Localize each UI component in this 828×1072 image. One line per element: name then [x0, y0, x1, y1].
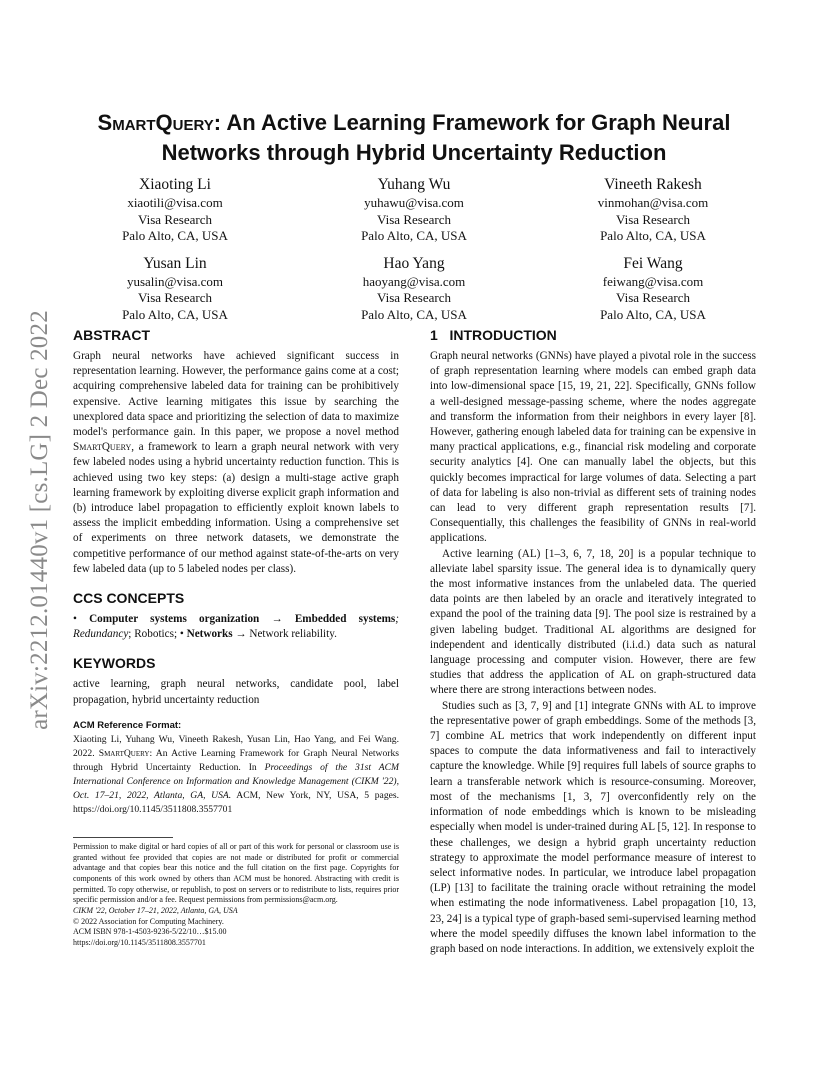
- ccs-arrow: →: [232, 628, 250, 641]
- keywords-section: [73, 654, 399, 707]
- ccs-arrow: →: [259, 613, 295, 626]
- ccs-term: Network reliability.: [249, 628, 337, 641]
- keywords-heading: KEYWORDS: [73, 655, 156, 672]
- permission-notice: Permission to make digital or hard copies of all or part of this work for personal or classroom use is granted without fee provided that copies are not made or distributed for profit or commercial advantage and that copies bear this notice and the full citation on the first page. Copyrights for components of this work owned by others than ACM must be honored. Abstracting with credit is permitted. To copy otherwise, or republish, to post on servers or to redistribute to lists, requires prior specific permission and/or a fee. Request permissions from permissions@acm.org.: [73, 841, 399, 905]
- isbn-line: ACM ISBN 978-1-4503-9236-5/22/10…$15.00: [73, 927, 227, 937]
- intro-paragraph: Graph neural networks (GNNs) have played a pivotal role in the success of graph representation learning where models can embed graph data into low-dimensional space [15, 19, 21, 22]. Specifically, GNNs follow a well-designed message-passing scheme, where the nodes aggregate and transform the information from their neighbors in every layer [8]. However, gathering enough labeled data for training can be expensive in many practical applications, e.g., financial risk modeling and corporate security analytics [4]. One can manually label the objects, but this quickly becomes impractical for large volumes of data. Selecting a part of data for labeling is also non-trivial as different sets of training nodes can lead to very different graph representation results [7]. Consequentially, this challenges the feasibility of GNNs in real-world applications.: [430, 350, 756, 545]
- ccs-heading: CCS CONCEPTS: [73, 590, 185, 607]
- author-name: Vineeth Rakesh: [604, 176, 702, 193]
- ccs-text: [73, 612, 399, 642]
- author-card: [548, 254, 758, 324]
- author-card: [70, 254, 280, 324]
- author-email: yuhawu@visa.com: [364, 195, 464, 210]
- keywords-text: active learning, graph neural networks, candidate pool, label propagation, hybrid uncertainty reduction: [73, 678, 399, 706]
- footnote-rule: [73, 837, 173, 838]
- introduction-heading: 1 INTRODUCTION: [430, 327, 557, 343]
- author-block: [70, 175, 758, 332]
- author-org: Visa Research: [377, 290, 451, 305]
- right-column: [430, 326, 756, 957]
- author-org: Visa Research: [138, 290, 212, 305]
- abstract-heading: ABSTRACT: [73, 327, 150, 343]
- paper-title: [70, 108, 758, 168]
- title-system-name: SmartQuery: [97, 110, 214, 135]
- author-card: [309, 254, 519, 324]
- author-location: Palo Alto, CA, USA: [600, 228, 706, 243]
- author-row: [70, 254, 758, 324]
- abstract-section: [73, 326, 399, 577]
- ccs-section: [73, 589, 399, 642]
- ref-system-name: SmartQuery: [98, 747, 150, 759]
- ccs-term: Networks: [186, 628, 233, 641]
- author-name: Xiaoting Li: [139, 176, 211, 193]
- abstract-text: [73, 349, 399, 577]
- ccs-bullet: •: [73, 613, 90, 626]
- author-name: Yuhang Wu: [377, 176, 451, 193]
- author-name: Hao Yang: [383, 254, 445, 272]
- author-name: Yusan Lin: [143, 254, 207, 272]
- author-location: Palo Alto, CA, USA: [361, 306, 467, 322]
- arxiv-identifier: arXiv:2212.01440v1 [cs.LG] 2 Dec 2022: [26, 310, 53, 730]
- intro-paragraph: Studies such as [3, 7, 9] and [1] integrate GNNs with AL to improve the representative power of graph embeddings. Some of the methods [3, 7] combine AL metrics that work independently on different input spaces to compute the data informativeness and fail to interactively capture the knowledge. While [9] requires full labels of source graphs to learn a transferable network which is resource-consuming. Moreover, most of the mechanisms [1, 3, 7] overconfidently rely on the information of node embeddings which is known to be misleading especially when model is under-trained during AL [5, 12]. In response to these challenges, we design a hybrid graph uncertainty reduction strategy to approximate the model performance measure of interest to select informative nodes. In particular, we introduce label propagation (LP) [13] to facilitate the training oracle without retraining the model when estimating the node informativeness. Label propagation [10, 13, 23, 24] is a typical type of graph-based semi-supervised learning method where the model speedily diffuses the known label information to the graph based on node interactions. In addition, we extensively exploit the: [430, 699, 756, 955]
- author-name: Fei Wang: [623, 254, 683, 272]
- ccs-term: ; Robotics;: [128, 628, 180, 641]
- ref-authors: Xiaoting Li, Yuhang Wu, Vineeth Rakesh, Yusan Lin, Hao Yang, and Fei Wang. 2022.: [73, 733, 399, 759]
- author-org: Visa Research: [616, 211, 690, 227]
- author-location: Palo Alto, CA, USA: [600, 306, 706, 322]
- author-email: haoyang@visa.com: [362, 273, 466, 289]
- author-card: [309, 175, 519, 245]
- doi-line: https://doi.org/10.1145/3511808.3557701: [73, 938, 206, 948]
- ref-title: : An Active Learning Framework for Graph Neural Networks through Hybrid Uncertainty Reduction. In: [73, 747, 399, 773]
- abstract-text-part: , a framework to learn a graph neural network with very few labeled nodes using a hybrid uncertainty reduction function. This is achieved using two key steps: (a) design a multi-stage active graph learning framework by exploiting diverse explicit graph information and (b) introduce label propagation to efficiently exploit known labels to assess the implicit embedding information. Using a comprehensive set of experiments on three network datasets, we demonstrate the competitive performance of our method against state-of-the-arts on very few labeled data (up to 5 labeled nodes per class).: [73, 441, 399, 575]
- author-location: Palo Alto, CA, USA: [122, 228, 228, 243]
- author-org: Visa Research: [138, 211, 212, 227]
- ccs-bullet: •: [179, 628, 187, 641]
- author-card: [548, 175, 758, 245]
- intro-paragraph: Active learning (AL) [1–3, 6, 7, 18, 20] is a popular technique to alleviate label sparsity issue. The general idea is to dynamically query the most informative instances from the unlabeled data. The queried data points are then labeled by an oracle and iteratively integrated to expand the pool of the training data [9]. The pool size is restrained by a given labeling budget. Traditional AL algorithms are designed for independent and identically distributed (i.i.d.) data such as natural language processing and computer vision. However, there are few studies that address the application of AL on graph-structured data where there are strong interactions between nodes.: [430, 547, 756, 697]
- author-location: Palo Alto, CA, USA: [122, 306, 228, 322]
- author-email: xiaotili@visa.com: [127, 195, 223, 210]
- copyright-line: © 2022 Association for Computing Machinery.: [73, 916, 224, 926]
- author-email: yusalin@visa.com: [126, 273, 224, 289]
- abstract-text-part: Graph neural networks have achieved significant success in representation learning. However, the performance gains come at a cost; acquiring comprehensive labeled data for training can be prohibitively expensive. Active learning mitigates this issue by searching the unexplored data space and prioritizing the selection of data to maximize model's performance gain. In this paper, we propose a novel method: [73, 350, 399, 439]
- author-row: [70, 175, 758, 245]
- author-email: vinmohan@visa.com: [597, 195, 709, 210]
- ccs-term: ; Redundancy: [73, 613, 400, 641]
- conference-line: CIKM '22, October 17–21, 2022, Atlanta, GA, USA: [73, 906, 238, 916]
- left-column: [73, 326, 399, 949]
- ref-tail: ACM, New York, NY, USA, 5 pages. https://doi.org/10.1145/3511808.3557701: [73, 789, 400, 815]
- acm-reference-heading: ACM Reference Format:: [73, 719, 182, 731]
- author-location: Palo Alto, CA, USA: [361, 228, 467, 243]
- title-rest: : An Active Learning Framework for Graph Neural Networks through Hybrid Uncertainty Reduction: [161, 110, 731, 165]
- ccs-term: Embedded systems: [294, 613, 396, 626]
- author-org: Visa Research: [377, 211, 451, 227]
- acm-reference-text: [73, 733, 399, 817]
- ccs-term: Computer systems organization: [89, 613, 260, 626]
- abstract-system-name: SmartQuery: [73, 441, 132, 454]
- ref-venue: Proceedings of the 31st ACM International Conference on Information and Knowledge Management (CIKM '22), Oct. 17–21, 2022, Atlanta, GA, USA.: [73, 761, 400, 801]
- author-org: Visa Research: [616, 290, 690, 305]
- author-email: feiwang@visa.com: [602, 273, 704, 289]
- author-card: [70, 175, 280, 245]
